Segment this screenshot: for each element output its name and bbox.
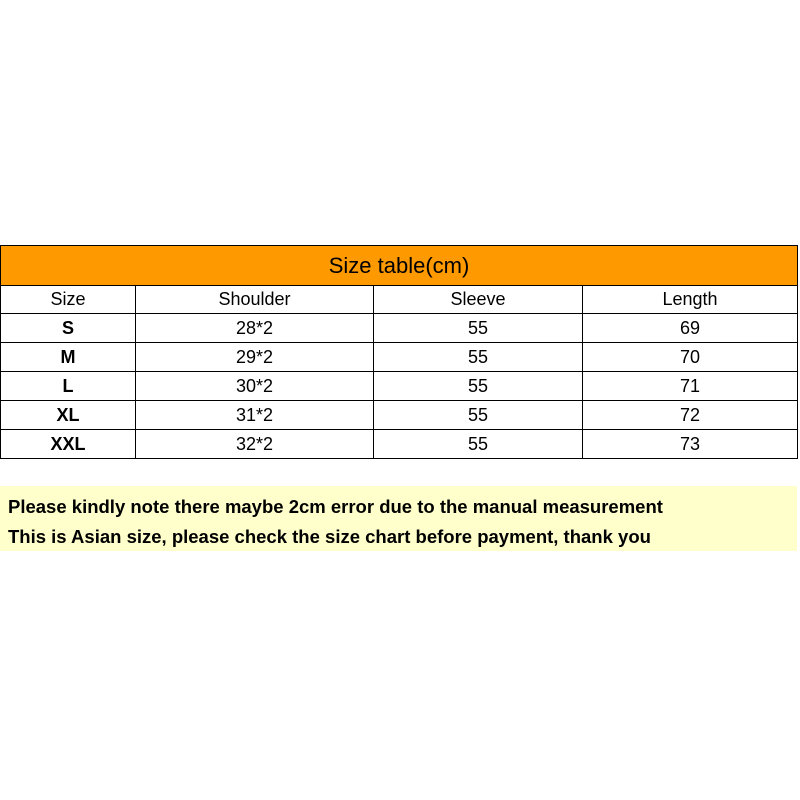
shoulder-cell: 29*2 bbox=[136, 343, 374, 372]
asian-size-note: This is Asian size, please check the size chart before payment, thank you bbox=[8, 526, 651, 547]
length-cell: 72 bbox=[583, 401, 798, 430]
size-cell: L bbox=[1, 372, 136, 401]
shoulder-cell: 31*2 bbox=[136, 401, 374, 430]
measurement-error-note: Please kindly note there maybe 2cm error due to the manual measurement bbox=[8, 496, 663, 517]
title-row bbox=[1, 246, 798, 286]
shoulder-cell: 30*2 bbox=[136, 372, 374, 401]
table-title: Size table(cm) bbox=[1, 246, 798, 286]
shoulder-cell: 28*2 bbox=[136, 314, 374, 343]
size-cell: S bbox=[1, 314, 136, 343]
table-row bbox=[1, 430, 798, 459]
table-row bbox=[1, 314, 798, 343]
sleeve-cell: 55 bbox=[374, 430, 583, 459]
column-header-sleeve: Sleeve bbox=[374, 286, 583, 314]
column-header-shoulder: Shoulder bbox=[136, 286, 374, 314]
sleeve-cell: 55 bbox=[374, 401, 583, 430]
table-row bbox=[1, 401, 798, 430]
header-row bbox=[1, 286, 798, 314]
sleeve-cell: 55 bbox=[374, 372, 583, 401]
size-notes-banner bbox=[0, 486, 797, 551]
table-row bbox=[1, 343, 798, 372]
sleeve-cell: 55 bbox=[374, 314, 583, 343]
length-cell: 73 bbox=[583, 430, 798, 459]
size-cell: M bbox=[1, 343, 136, 372]
size-table bbox=[0, 245, 798, 459]
size-cell: XL bbox=[1, 401, 136, 430]
column-header-size: Size bbox=[1, 286, 136, 314]
sleeve-cell: 55 bbox=[374, 343, 583, 372]
table-row bbox=[1, 372, 798, 401]
length-cell: 69 bbox=[583, 314, 798, 343]
shoulder-cell: 32*2 bbox=[136, 430, 374, 459]
length-cell: 71 bbox=[583, 372, 798, 401]
column-header-length: Length bbox=[583, 286, 798, 314]
size-cell: XXL bbox=[1, 430, 136, 459]
length-cell: 70 bbox=[583, 343, 798, 372]
